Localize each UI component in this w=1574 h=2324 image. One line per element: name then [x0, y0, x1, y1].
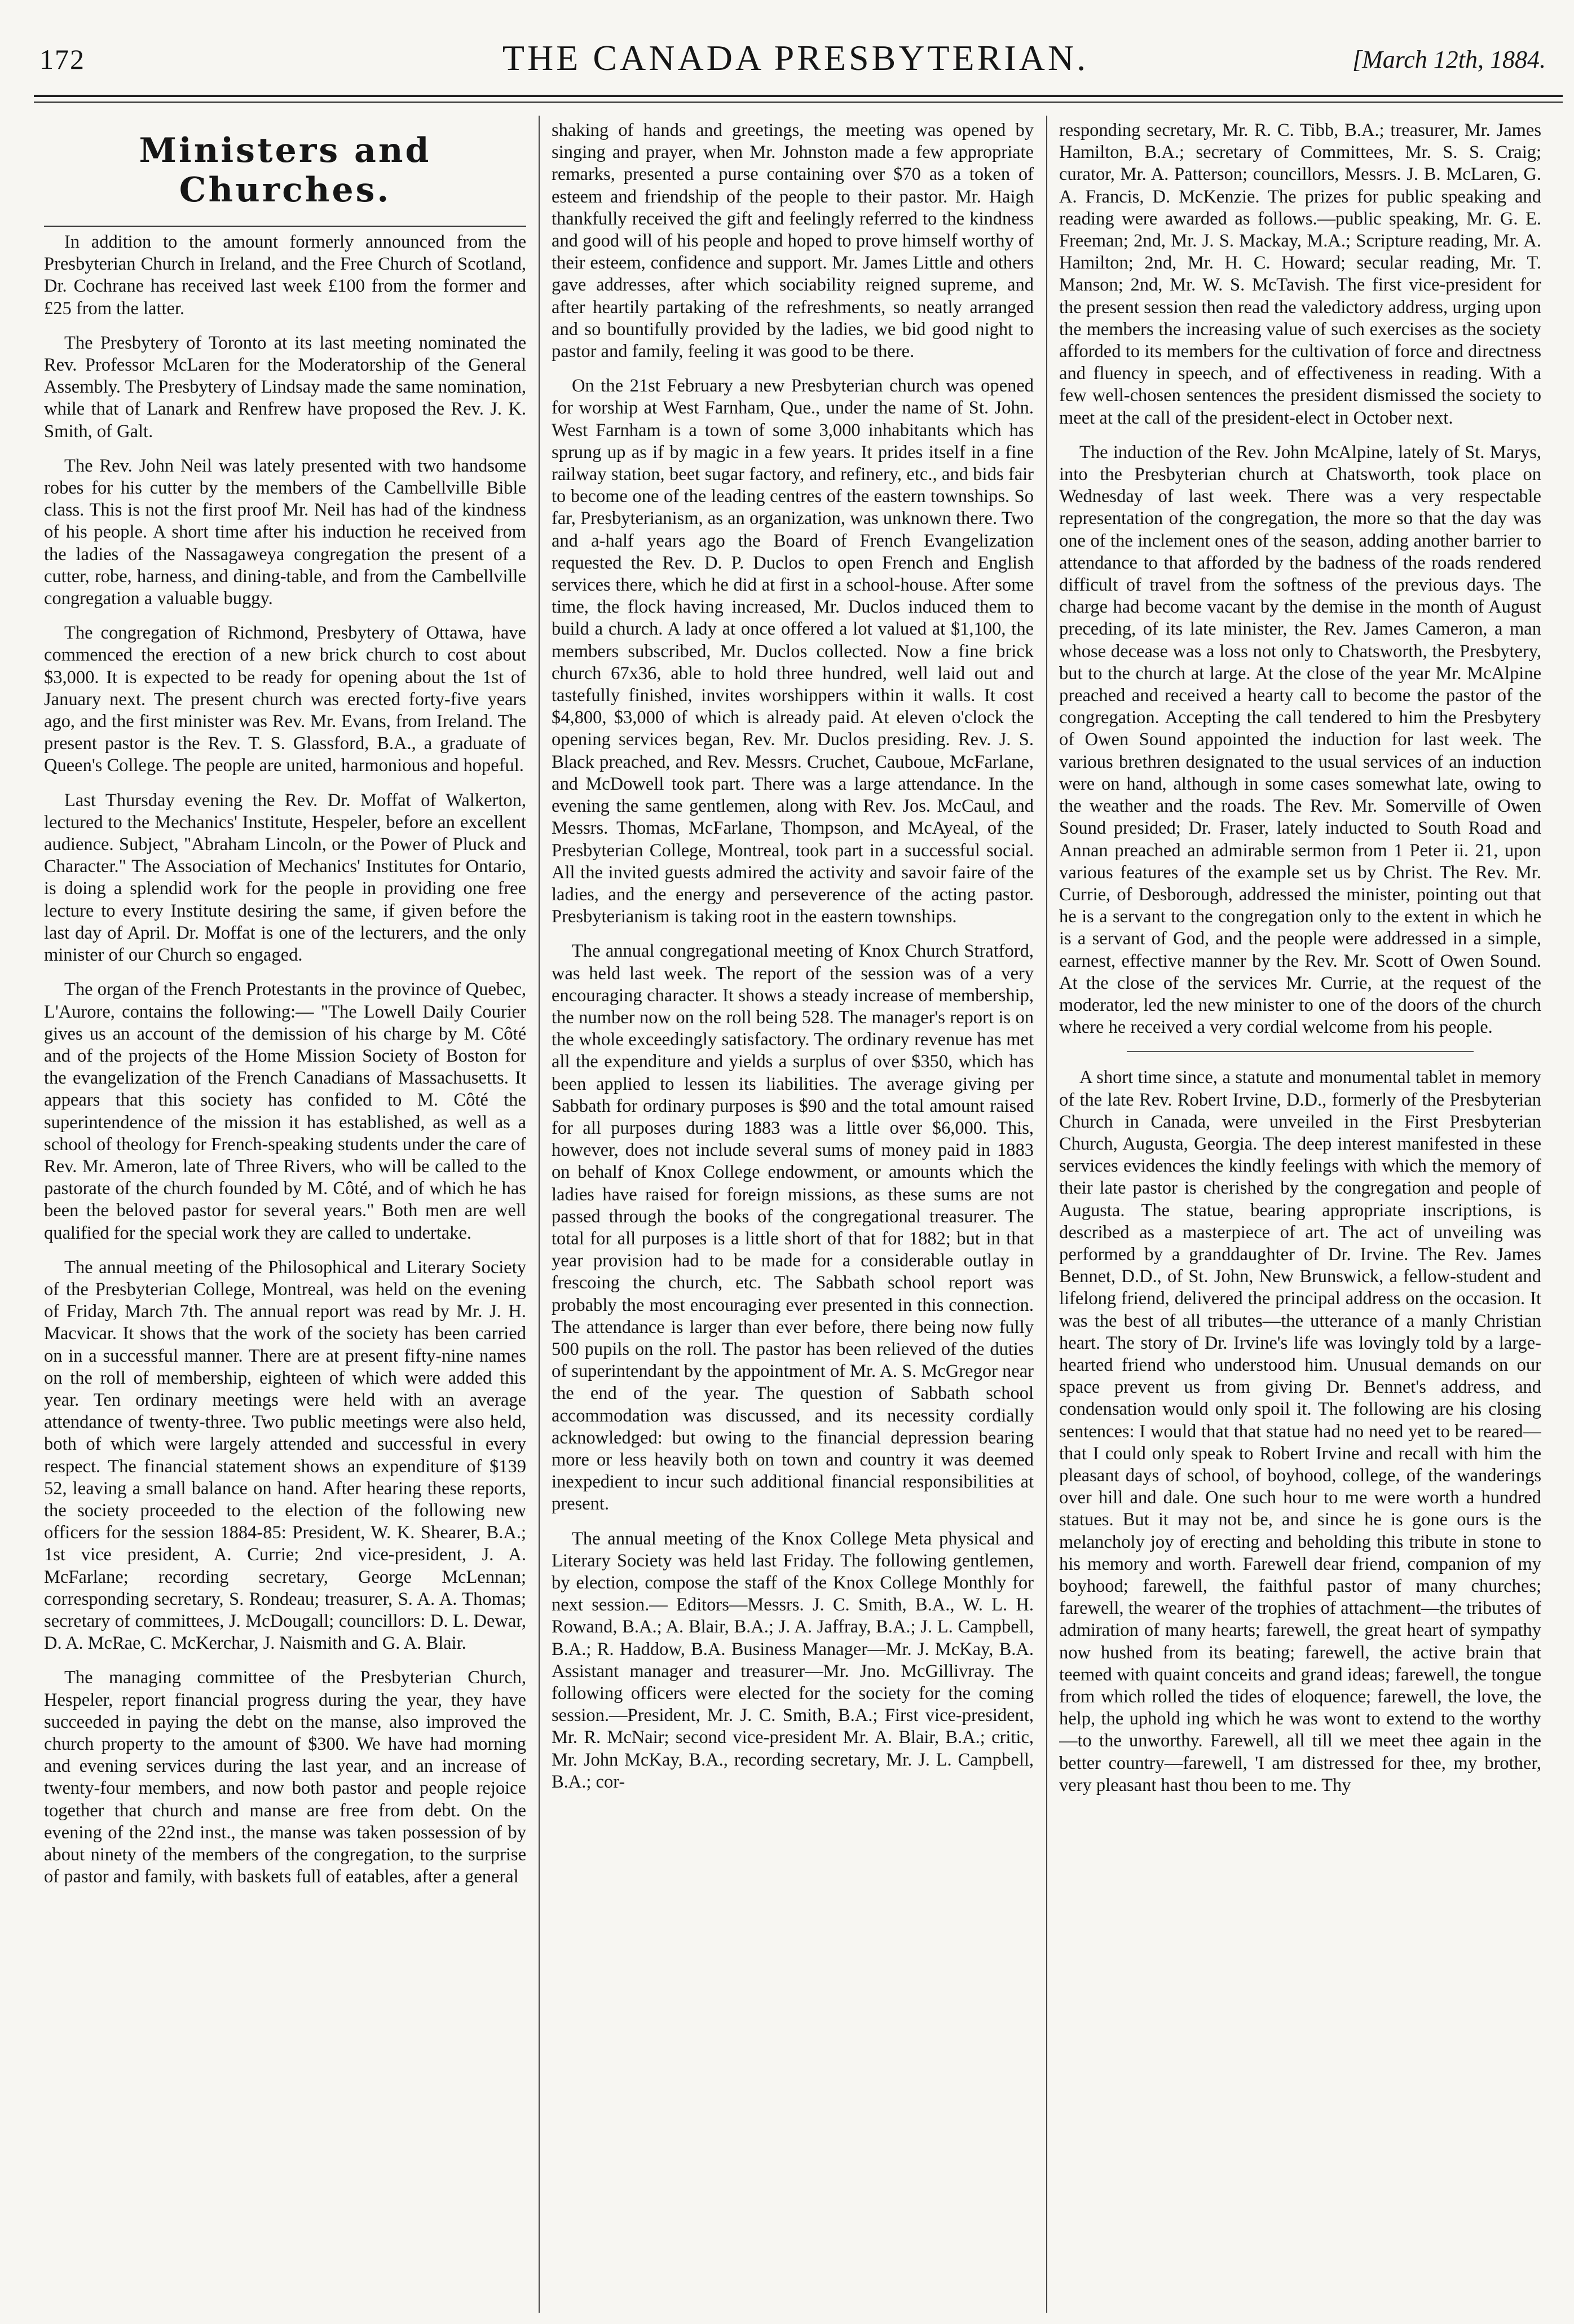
- article-paragraph: In addition to the amount formerly announced from the Presbyterian Church in Ireland, and the Free Church of Scotland, Dr. Cochrane has received last week £100 from the former and £25 from the latter.: [44, 232, 526, 319]
- newspaper-title: THE CANADA PRESBYTERIAN.: [502, 38, 1089, 78]
- header-rule: [34, 95, 1563, 97]
- page-number: 172: [39, 43, 85, 75]
- article-paragraph: The managing committee of the Presbyterian Church, Hespeler, report financial progress during the year, they have succeeded in paying the debt on the manse, also improved the church property to the amount of $300. We have had morning and evening services during the last year, and an increase of twenty-four members, and now both pastor and people rejoice together that church and manse are free from debt. On the evening of the 22nd inst., the manse was taken possession of by about ninety of the members of the congregation, to the surprise of pastor and family, with baskets full of eatables, after a general: [44, 1667, 526, 1887]
- article-paragraph: A short time since, a statute and monumental tablet in memory of the late Rev. Robert Irvine, D.D., formerly of the Presbyterian Church in Canada, were unveiled in the First Presbyterian Church, Augusta, Georgia. The deep interest manifested in these services evidences the kindly feelings with which the memory of their late pastor is cherished by the congregation and people of Augusta. The statue, bearing appropriate inscriptions, is described as a masterpiece of art. The act of unveiling was performed by a granddaughter of Dr. Irvine. The Rev. James Bennet, D.D., of St. John, New Brunswick, a fellow-student and lifelong friend, delivered the principal address on the occasion. It was the best of all tributes—the utterance of a manly Christian heart. The story of Dr. Irvine's life was lovingly told by a large-hearted friend who understood him. Unusual demands on our space prevent us from giving Dr. Bennet's address, and condensation would only spoil it. The following are his closing sentences: I would that that statue had no need yet to be reared—that I could only speak to Robert Irvine and recall with him the pleasant days of school, of boyhood, college, of the wanderings over hill and dale. One such hour to me were worth a hundred statues. But it may not be, and since he is gone ours is the melancholy joy of erecting and beholding this tribute in stone to his memory and worth. Farewell dear friend, companion of my boyhood; farewell, the faithful pastor of many churches; farewell, the wearer of the trophies of attachment—the tributes of admiration of many hearts; farewell, the great heart of sympathy now hushed from its beating; farewell, the active brain that teemed with quaint conceits and grand ideas; farewell, the tongue from which rolled the tides of eloquence; farewell, the love, the help, the uphold ing which he was wont to extend to the worthy—to the unworthy. Farewell, all till we meet thee again in the better country—farewell, 'I am distressed for thee, my brother, very pleasant hast thou been to me. Thy: [1059, 1067, 1541, 1795]
- column-3: [1059, 120, 1541, 2311]
- column-divider: [1046, 116, 1047, 2313]
- article-paragraph: The organ of the French Protestants in the province of Quebec, L'Aurore, contains the following:— "The Lowell Daily Courier gives us an account of the demission of his charge by M. Côté and of the projects of the Home Mission Society of Boston for the evangelization of the French Canadians of Massachusetts. It appears that this society has confided to M. Côté the superintendence of the mission it has established, as well as a school of theology for French-speaking students under the care of Rev. Mr. Ameron, late of Three Rivers, who will be called to the pastorate of the church founded by M. Côté, and of which he has been the beloved pastor for several years." Both men are well qualified for the special work they are called to undertake.: [44, 979, 526, 1243]
- article-paragraph: Last Thursday evening the Rev. Dr. Moffat of Walkerton, lectured to the Mechanics' Institute, Hespeler, before an excellent audience. Subject, "Abraham Lincoln, or the Power of Pluck and Character." The Association of Mechanics' Institutes for Ontario, is doing a splendid work for the people in providing one free lecture to every Institute desiring the same, if given before the last day of April. Dr. Moffat is one of the lecturers, and the only minister of our Church so engaged.: [44, 790, 526, 966]
- article-paragraph: shaking of hands and greetings, the meeting was opened by singing and prayer, when Mr. Johnston made a few appropriate remarks, presented a purse containing over $70 as a token of esteem and friendship of the people to their pastor. Mr. Haigh thankfully received the gift and feelingly referred to the kindness and good will of his people and hoped to prove himself worthy of their esteem, confidence and support. Mr. James Little and others gave addresses, after which sociability reigned supreme, and after heartily partaking of the refreshments, so neatly arranged and so bountifully provided by the ladies, we bid good night to pastor and family, feeling it was good to be there.: [552, 120, 1034, 362]
- article-separator: [1127, 1051, 1474, 1052]
- header-rule-thin: [34, 102, 1563, 103]
- article-paragraph: On the 21st February a new Presbyterian church was opened for worship at West Farnham, Que., under the name of St. John. West Farnham is a town of some 3,000 inhabitants which has sprung up as if by magic in a few years. It prides itself in a fine railway station, beet sugar factory, and refinery, etc., and bids fair to become one of the leading centres of the eastern townships. So far, Presbyterianism, as an organization, was unknown there. Two and a-half years ago the Board of French Evangelization requested the Rev. D. P. Duclos to open French and English services there, which he did at first in a school-house. After some time, the flock having increased, Mr. Duclos induced them to build a church. A lady at once offered a lot valued at $1,100, the members subscribed, Mr. Duclos collected. Now a fine brick church 67x36, able to hold three hundred, well laid out and tastefully finished, invites worshippers within it walls. It cost $4,800, $3,000 of which is already paid. At eleven o'clock the opening services began, Rev. Mr. Duclos presiding. Rev. J. S. Black preached, and Rev. Messrs. Cruchet, Cauboue, McFarlane, and McDowell took part. There was a large attendance. In the evening the same gentlemen, along with Rev. Jos. McCaul, and Messrs. Thomas, McFarlane, Thompson, and McAyeal, of the Presbyterian College, Montreal, took part in a successful social. All the invited guests admired the activity and savoir faire of the ladies, and the energy and perseverence of the acting pastor. Presbyterianism is taking root in the eastern townships.: [552, 376, 1034, 927]
- article-paragraph: The congregation of Richmond, Presbytery of Ottawa, have commenced the erection of a new brick church to cost about $3,000. It is expected to be ready for opening about the 1st of January next. The present church was erected forty-five years ago, and the first minister was Rev. Mr. Evans, from Ireland. The present pastor is the Rev. T. S. Glassford, B.A., a graduate of Queen's College. The people are united, harmonious and hopeful.: [44, 623, 526, 776]
- column-2: [552, 120, 1034, 2311]
- article-paragraph: The annual meeting of the Philosophical and Literary Society of the Presbyterian College, Montreal, was held on the evening of Friday, March 7th. The annual report was read by Mr. J. H. Macvicar. It shows that the work of the society has been carried on in a successful manner. There are at present fifty-nine names on the roll of membership, eighteen of which were added this year. Ten ordinary meetings were held with an average attendance of twenty-three. Two public meetings were also held, both of which were largely attended and successful in every respect. The financial statement shows an expenditure of $139 52, leaving a small balance on hand. After hearing these reports, the society proceeded to the election of the following new officers for the session 1884-85: President, W. K. Shearer, B.A.; 1st vice president, A. Currie; 2nd vice-president, J. A. McFarlane; recording secretary, George McLennan; corresponding secretary, S. Rondeau; treasurer, S. A. A. Thomas; secretary of committees, J. McDougall; councillors: D. L. Dewar, D. A. McRae, C. McKerchar, J. Naismith and G. A. Blair.: [44, 1257, 526, 1654]
- column-1: [44, 120, 526, 2311]
- article-paragraph: The induction of the Rev. John McAlpine, lately of St. Marys, into the Presbyterian church at Chatsworth, took place on Wednesday of last week. There was a very respectable representation of the congregation, the more so that the day was one of the inclement ones of the season, adding another barrier to attendance to that afforded by the badness of the roads rendered difficult of travel from the softness of the previous days. The charge had become vacant by the demise in the month of August preceding, of its late minister, the Rev. James Cameron, a man whose decease was a loss not only to Chatsworth, the Presbytery, but to the church at large. At the close of the year Mr. McAlpine preached and received a hearty call to become the pastor of the congregation. Accepting the call tendered to him the Presbytery of Owen Sound appointed the induction for last week. The various brethren designated to the usual services of an induction were on hand, although in some cases somewhat late, owing to the weather and the roads. The Rev. Mr. Somerville of Owen Sound presided; Dr. Fraser, lately inducted to South Road and Annan preached an admirable sermon from 1 Peter ii. 21, upon various features of the example set us by Christ. The Rev. Mr. Currie, of Desborough, addressed the minister, pointing out that he is a servant to the congregation only to the extent in which he is a servant of God, and the people were addressed in a simple, earnest, effective manner by the Rev. Mr. Scott of Owen Sound. At the close of the services Mr. Currie, at the request of the moderator, led the new minister to one of the doors of the church where he received a very cordial welcome from his people.: [1059, 442, 1541, 1038]
- article-paragraph: The annual congregational meeting of Knox Church Stratford, was held last week. The report of the session was of a very encouraging character. It shows a steady increase of membership, the number now on the roll being 528. The manager's report is on the whole exceedingly satisfactory. The ordinary revenue has met all the expenditure and yields a surplus of over $350, which has been applied to lessen its liabilities. The average giving per Sabbath for ordinary purposes is $90 and the total amount raised for all purposes during 1883 was a little over $6,000. This, however, does not include several sums of money paid in 1883 on behalf of Knox College endowment, or amounts which the ladies have raised for foreign missions, as these sums are not passed through the books of the congregational treasurer. The total for all purposes is a little short of that for 1882; but in that year provision had to be made for a considerable outlay in frescoing the church, etc. The Sabbath school report was probably the most encouraging ever presented in this connection. The attendance is larger than ever before, there being now fully 500 pupils on the roll. The pastor has been relieved of the duties of superintendant by the appointment of Mr. A. S. McGregor near the end of the year. The question of Sabbath school accommodation was discussed, and its necessity cordially acknowledged: but owing to the financial depression bearing more or less heavily both on town and country it was deemed inexpedient to incur such additional financial responsibilities at present.: [552, 941, 1034, 1515]
- article-paragraph: The Presbytery of Toronto at its last meeting nominated the Rev. Professor McLaren for the Moderatorship of the General Assembly. The Presbytery of Lindsay made the same nomination, while that of Lanark and Renfrew have proposed the Rev. J. K. Smith, of Galt.: [44, 332, 526, 442]
- article-paragraph: responding secretary, Mr. R. C. Tibb, B.A.; treasurer, Mr. James Hamilton, B.A.; secretary of Committees, Mr. S. S. Craig; curator, Mr. A. Patterson; councillors, Messrs. J. B. McLaren, G. A. Francis, D. McKenzie. The prizes for public speaking and reading were awarded as follows.—public speaking, Mr. G. E. Freeman; 2nd, Mr. J. S. Mackay, M.A.; Scripture reading, Mr. A. Hamilton; 2nd, Mr. H. C. Howard; secular reading, Mr. T. Manson; 2nd, Mr. W. S. McTavish. The first vice-president for the present session then read the valedictory address, urging upon the members the increasing value of such exercises as the society afforded to its members for the cultivation of force and directness and fluency in speech, and of effectiveness in reading. With a few well-chosen sentences the president dismissed the society to meet at the call of the president-elect in October next.: [1059, 120, 1541, 428]
- page-header: [34, 27, 1557, 83]
- article-paragraph: The Rev. John Neil was lately presented with two handsome robes for his cutter by the members of the Cambellville Bible class. This is not the first proof Mr. Neil has had of the kindness of his people. A short time after his induction he received from the ladies of the Nassagaweya congregation the present of a cutter, robe, harness, and dining-table, and from the Cambellville congregation a valuable buggy.: [44, 455, 526, 609]
- section-heading: Ministers and Churches.: [44, 120, 526, 227]
- column-divider: [539, 116, 540, 2313]
- article-paragraph: The annual meeting of the Knox College Meta physical and Literary Society was held last Friday. The following gentlemen, by election, compose the staff of the Knox College Monthly for next session.— Editors—Messrs. J. C. Smith, B.A., W. L. H. Rowand, B.A.; A. Blair, B.A.; J. A. Jaffray, B.A.; J. L. Campbell, B.A.; R. Haddow, B.A. Business Manager—Mr. J. McKay, B.A. Assistant manager and treasurer—Mr. Jno. McGillivray. The following officers were elected for the society for the coming session.—President, Mr. J. C. Smith, B.A.; First vice-president, Mr. R. McNair; second vice-president Mr. A. Blair, B.A.; critic, Mr. John McKay, B.A., recording secretary, Mr. J. L. Campbell, B.A.; cor-: [552, 1528, 1034, 1792]
- issue-date: [March 12th, 1884.: [1352, 46, 1546, 73]
